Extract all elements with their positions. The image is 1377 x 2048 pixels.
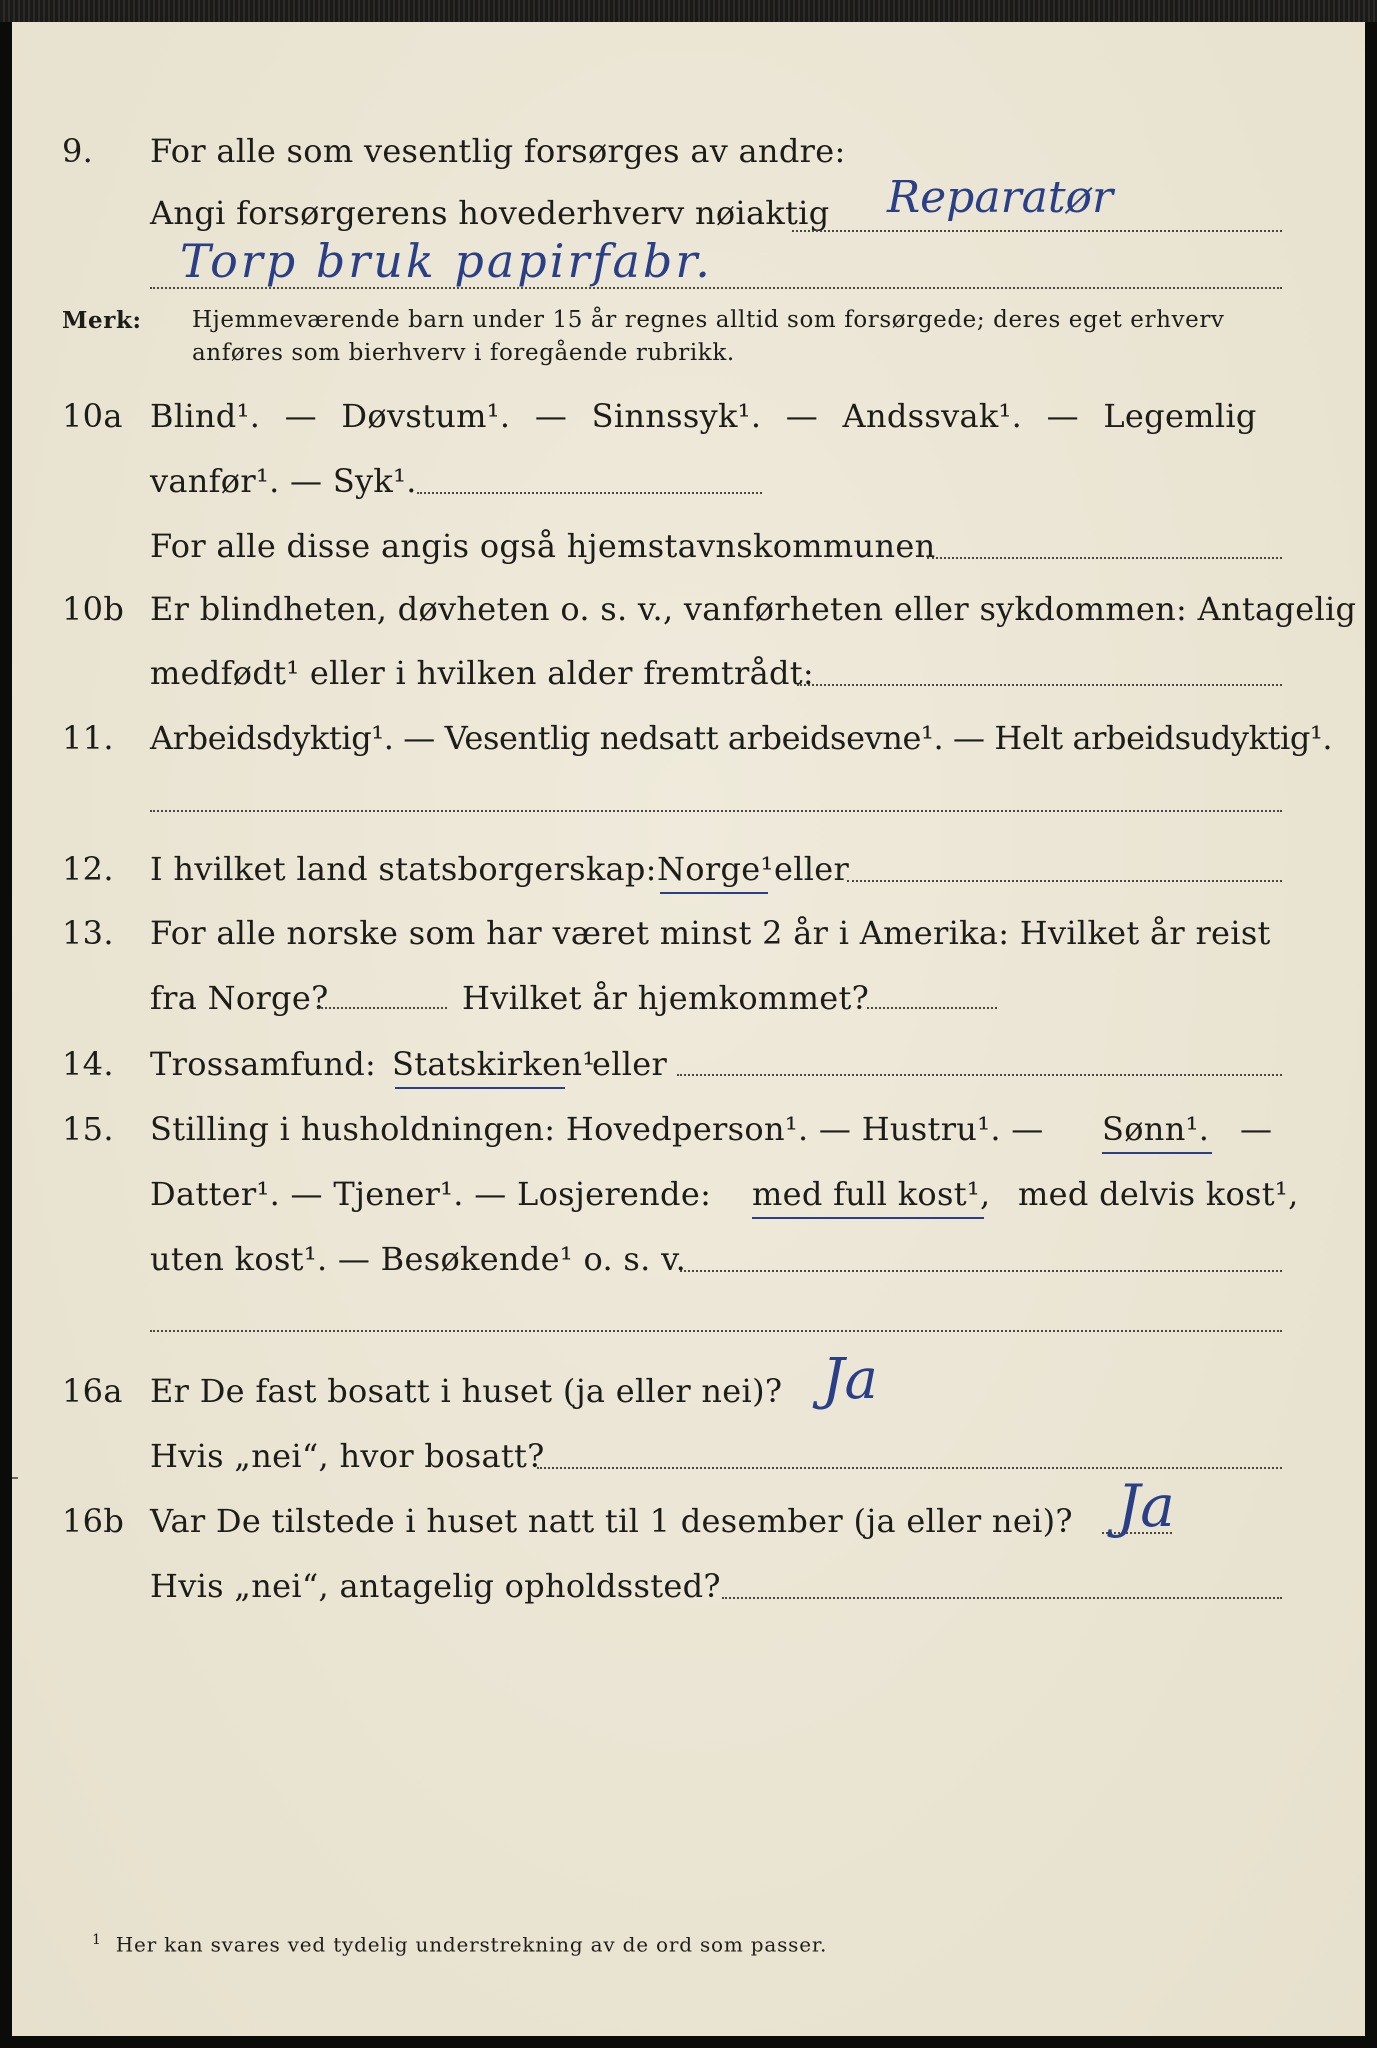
q15-answer-line-1[interactable] — [680, 1270, 1282, 1272]
q16b-text-2: Hvis „nei“, antagelig opholdssted? — [150, 1567, 721, 1605]
q9-answer-line-1[interactable] — [792, 230, 1282, 232]
q14-statskirken-underline — [395, 1087, 565, 1089]
q12-text: I hvilket land statsborgerskap: — [150, 850, 657, 888]
q10b-answer-line[interactable] — [797, 684, 1282, 686]
margin-mark — [12, 1477, 18, 1479]
q10a-text-2: vanfør¹. — Syk¹. — [150, 462, 417, 500]
q14-answer-line[interactable] — [677, 1074, 1282, 1076]
q9-question: Angi forsørgerens hovederhverv nøiaktig — [150, 194, 830, 232]
q9-text: For alle som vesentlig forsørges av andre: — [150, 132, 846, 170]
q13-number: 13. — [62, 914, 114, 952]
q10a-answer-line[interactable] — [417, 492, 762, 494]
q10b-text-2: medfødt¹ eller i hvilken alder fremtrådt: — [150, 654, 814, 692]
q13-text-2a: fra Norge? — [150, 979, 329, 1017]
q15-text-2b: med delvis kost¹, — [1018, 1175, 1299, 1213]
q16a-answer-line[interactable] — [537, 1467, 1282, 1469]
q15-text-2a: Datter¹. — Tjener¹. — Losjerende: — [150, 1175, 712, 1213]
q12-eller: eller — [774, 850, 850, 888]
q9-number: 9. — [62, 132, 94, 170]
q15-fullkost-underline — [752, 1217, 984, 1219]
q10a-hometown-line[interactable] — [927, 557, 1282, 559]
merk-label: Merk: — [62, 307, 142, 334]
q15-dash: — — [1240, 1110, 1273, 1148]
q12-number: 12. — [62, 850, 114, 888]
q15-sonn-underline — [1102, 1152, 1212, 1154]
footnote-marker: 1 — [92, 1932, 102, 1948]
q13-text-2b: Hvilket år hjemkommet? — [462, 979, 870, 1017]
q16a-number: 16a — [62, 1372, 123, 1410]
merk-text-1: Hjemmeværende barn under 15 år regnes alltid som forsørgede; deres eget erhverv — [192, 307, 1225, 333]
q11-answer-line[interactable] — [150, 810, 1282, 812]
q15-sonn-option[interactable]: Sønn¹. — [1102, 1110, 1210, 1148]
q16b-stay-line[interactable] — [722, 1597, 1282, 1599]
q13-departure-line[interactable] — [317, 1007, 447, 1009]
q10b-text-1: Er blindheten, døvheten o. s. v., vanførheten eller sykdommen: Antagelig — [150, 590, 1357, 628]
q12-norge-option[interactable]: Norge¹ — [657, 850, 774, 888]
q11-text: Arbeidsdyktig¹. — Vesentlig nedsatt arbeidsevne¹. — Helt arbeidsudyktig¹. — [150, 719, 1333, 757]
q16b-text-1: Var De tilstede i huset natt til 1 desember (ja eller nei)? — [150, 1502, 1073, 1540]
q16b-number: 16b — [62, 1502, 125, 1540]
q14-eller: eller — [592, 1045, 668, 1083]
q16a-text-1: Er De fast bosatt i huset (ja eller nei)? — [150, 1372, 783, 1410]
q15-text-3: uten kost¹. — Besøkende¹ o. s. v. — [150, 1240, 687, 1278]
q14-number: 14. — [62, 1045, 114, 1083]
q14-text: Trossamfund: — [150, 1045, 377, 1083]
q9-handwritten-occupation: Reparatør — [887, 172, 1114, 223]
q11-number: 11. — [62, 719, 114, 757]
q15-text-1: Stilling i husholdningen: Hovedperson¹. — Hustru¹. — — [150, 1110, 1044, 1148]
q16a-handwritten-answer: Ja — [822, 1347, 878, 1412]
footnote — [92, 1932, 827, 1957]
q9-handwritten-employer: Torp bruk papirfabr. — [180, 234, 713, 288]
q15-answer-line-2[interactable] — [150, 1330, 1282, 1332]
q10a-text-3: For alle disse angis også hjemstavnskommunen — [150, 527, 936, 565]
q16b-handwritten-answer: Ja — [1117, 1472, 1175, 1540]
q13-return-line[interactable] — [867, 1007, 997, 1009]
q10a-text-1: Blind¹. — Døvstum¹. — Sinnssyk¹. — Andssvak¹. — Legemlig — [150, 397, 1257, 435]
q15-fullkost-option[interactable]: med full kost¹, — [752, 1175, 991, 1213]
q10b-number: 10b — [62, 590, 125, 628]
census-form-page — [12, 22, 1365, 2036]
merk-text-2: anføres som bierhverv i foregående rubrikk. — [192, 340, 735, 366]
q16a-text-2: Hvis „nei“, hvor bosatt? — [150, 1437, 545, 1475]
q12-answer-line[interactable] — [847, 880, 1282, 882]
q10a-number: 10a — [62, 397, 123, 435]
q12-norge-underline — [660, 892, 768, 894]
scan-top-edge — [0, 0, 1377, 22]
q15-number: 15. — [62, 1110, 114, 1148]
q14-statskirken-option[interactable]: Statskirken¹ — [392, 1045, 596, 1083]
q13-text-1: For alle norske som har været minst 2 år i Amerika: Hvilket år reist — [150, 914, 1271, 952]
footnote-text: Her kan svares ved tydelig understrekning av de ord som passer. — [115, 1932, 828, 1957]
